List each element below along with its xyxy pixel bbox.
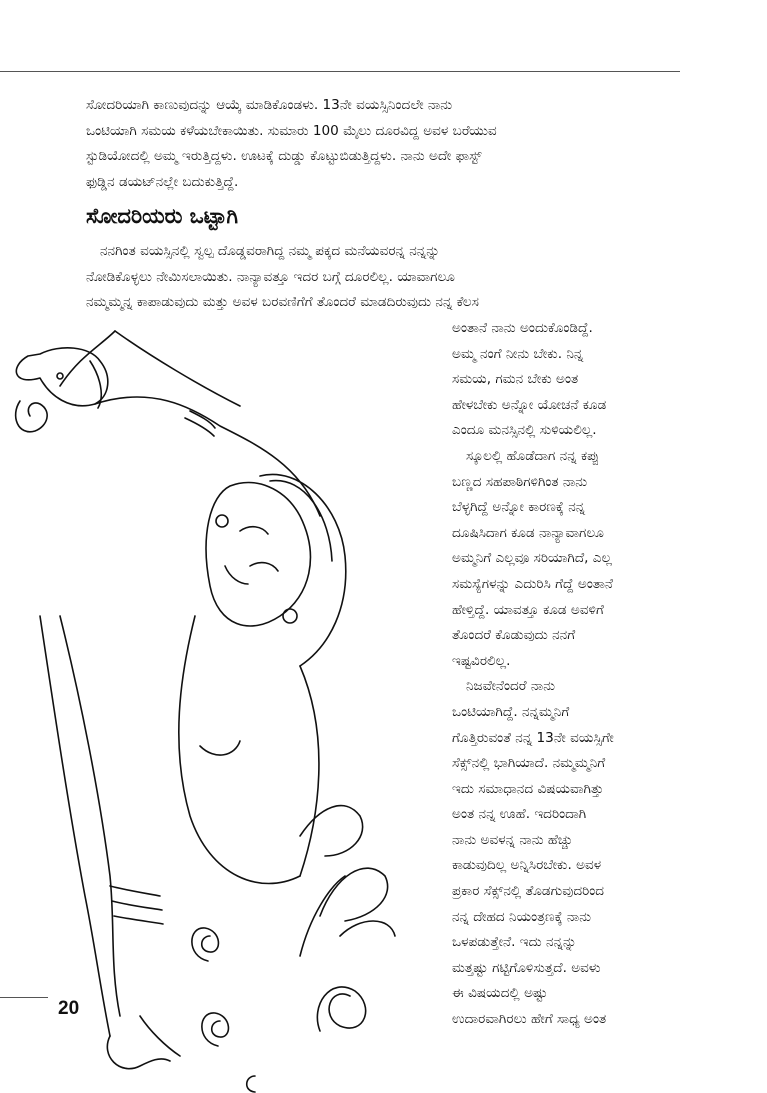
top-rule xyxy=(0,71,680,72)
text-line: ನೋಡಿಕೊಳ್ಳಲು ನೇಮಿಸಲಾಯಿತು. ನಾನ್ಯಾವತ್ತೂ ಇದರ ಬಗ್ಗೆ ದೂರಲಿಲ್ಲ. ಯಾವಾಗಲೂ xyxy=(86,268,455,285)
text-line: ಸ್ಟುಡಿಯೋದಲ್ಲಿ ಅಮ್ಮ ಇರುತ್ತಿದ್ದಳು. ಊಟಕ್ಕೆ ದುಡ್ಡು ಕೊಟ್ಟುಬಿಡುತ್ತಿದ್ದಳು. ನಾನು ಅದೇ ಫಾಸ್ಟ್ xyxy=(86,148,482,165)
text-line: ಫುಡ್ಡಿನ ಡಯಟ್‌ನಲ್ಲೇ ಬದುಕುತ್ತಿದ್ದೆ. xyxy=(86,173,239,190)
text-line: ಸೋದರಿಯಾಗಿ ಕಾಣುವುದನ್ನು ಆಯ್ಕೆ ಮಾಡಿಕೊಂಡಳು. 13ನೇ ವಯಸ್ಸಿನಿಂದಲೇ ನಾನು xyxy=(86,97,453,113)
text-line: ನಿಜವೇನೆಂದರೆ ನಾನು xyxy=(466,678,556,695)
text-line: ಈ ವಿಷಯದಲ್ಲಿ ಅಷ್ಟು xyxy=(452,985,548,1002)
text-line: ಹೇಳ್ತಿದ್ದೆ. ಯಾವತ್ತೂ ಕೂಡ ಅವಳಿಗೆ xyxy=(452,601,604,618)
text-line: ಒಂಟಿಯಾಗಿದ್ದೆ. ನನ್ನಮ್ಮನಿಗೆ xyxy=(452,703,570,720)
text-line: ಅಮ್ಮನಿಗೆ ಎಲ್ಲವೂ ಸರಿಯಾಗಿದೆ, ಎಲ್ಲ xyxy=(452,550,612,567)
paragraph-intro xyxy=(86,239,678,316)
text-line: ಅಂತಾನೆ ನಾನು ಅಂದುಕೊಂಡಿದ್ದೆ. xyxy=(452,320,593,336)
text-line: ಹೇಳಬೇಕು ಅನ್ನೋ ಯೋಚನೆ ಕೂಡ xyxy=(452,396,607,413)
text-line: ಬಣ್ಣದ ಸಹಪಾಠಿಗಳಿಗಿಂತ ನಾನು xyxy=(452,473,588,490)
section-heading: ಸೋದರಿಯರು ಒಟ್ಟಾಗಿ xyxy=(86,204,238,228)
bottom-rule xyxy=(0,997,48,998)
text-line: ಒಳಪಡುತ್ತೇನೆ. ಇದು ನನ್ನನ್ನು xyxy=(452,934,577,951)
line-drawing-illustration-icon xyxy=(0,316,448,1093)
text-line: ಸೆಕ್ಸ್‌ನಲ್ಲಿ ಭಾಗಿಯಾದೆ. ನಮ್ಮಮ್ಮನಿಗೆ xyxy=(452,755,606,772)
page-number: 20 xyxy=(58,998,80,1019)
text-line: ಬೆಳ್ಳಗಿದ್ದೆ ಅನ್ನೋ ಕಾರಣಕ್ಕೆ ನನ್ನ xyxy=(452,499,586,516)
column-text xyxy=(452,316,676,1033)
text-line: ಮತ್ತಷ್ಟು ಗಟ್ಟಿಗೊಳಿಸುತ್ತದೆ. ಅವಳು xyxy=(452,959,601,976)
text-line: ಪ್ರಕಾರ ಸೆಕ್ಸ್‌ನಲ್ಲಿ ತೊಡಗುವುದರಿಂದ xyxy=(452,883,605,900)
text-line: ಇದು ಸಮಾಧಾನದ ವಿಷಯವಾಗಿತ್ತು xyxy=(452,780,604,797)
text-line: ನಮ್ಮಮ್ಮನ್ನ ಕಾಪಾಡುವುದು ಮತ್ತು ಅವಳ ಬರವಣಿಗೆಗೆ ತೊಂದರೆ ಮಾಡದಿರುವುದು ನನ್ನ ಕೆಲಸ xyxy=(86,294,479,311)
text-line: ಎಂದೂ ಮನಸ್ಸಿನಲ್ಲಿ ಸುಳಿಯಲಿಲ್ಲ. xyxy=(452,422,597,439)
text-line: ನಾನು ಅವಳನ್ನ ನಾನು ಹೆಚ್ಚು xyxy=(452,831,573,848)
text-line: ನನಗಿಂತ ವಯಸ್ಸಿನಲ್ಲಿ ಸ್ವಲ್ಪ ದೊಡ್ಡವರಾಗಿದ್ದ ನಮ್ಮ ಪಕ್ಕದ ಮನೆಯವರನ್ನ ನನ್ನನ್ನು xyxy=(100,243,440,259)
text-line: ಒಂಟಿಯಾಗಿ ಸಮಯ ಕಳೆಯಬೇಕಾಯಿತು. ಸುಮಾರು 100 ಮೈಲು ದೂರವಿದ್ದ ಅವಳ ಬರೆಯುವ xyxy=(86,122,497,139)
text-line: ತೊಂದರೆ ಕೊಡುವುದು ನನಗೆ xyxy=(452,627,576,644)
text-line: ಅಮ್ಮ ನಂಗೆ ನೀನು ಬೇಕು. ನಿನ್ನ xyxy=(452,345,584,362)
text-line: ಸ್ಕೂಲಲ್ಲಿ ಹೊಡೆದಾಗ ನನ್ನ ಕಪ್ಪು xyxy=(466,447,600,464)
text-line: ಸಮಯ, ಗಮನ ಬೇಕು ಅಂತ xyxy=(452,371,579,388)
text-line: ದೂಷಿಸಿದಾಗ ಕೂಡ ನಾನ್ಯಾವಾಗಲೂ xyxy=(452,524,604,541)
text-line: ಇಷ್ಟವಿರಲಿಲ್ಲ. xyxy=(452,652,511,669)
text-line: ನನ್ನ ದೇಹದ ನಿಯಂತ್ರಣಕ್ಕೆ ನಾನು xyxy=(452,908,592,925)
text-line: ಉದಾರವಾಗಿರಲು ಹೇಗೆ ಸಾಧ್ಯ ಅಂತ xyxy=(452,1011,607,1028)
text-line: ಸಮಸ್ಯೆಗಳನ್ನು ಎದುರಿಸಿ ಗೆದ್ದೆ ಅಂತಾನೆ xyxy=(452,575,613,592)
paragraph-top xyxy=(86,93,678,195)
text-line: ಕಾಡುವುದಿಲ್ಲ ಅನ್ನಿಸಿರಬೇಕು. ಅವಳ xyxy=(452,857,602,874)
text-line: ಗೊತ್ತಿರುವಂತೆ ನನ್ನ 13ನೇ ವಯಸ್ಸಿಗೇ xyxy=(452,729,614,746)
text-line: ಅಂತ ನನ್ನ ಊಹೆ. ಇದರಿಂದಾಗಿ xyxy=(452,806,587,823)
